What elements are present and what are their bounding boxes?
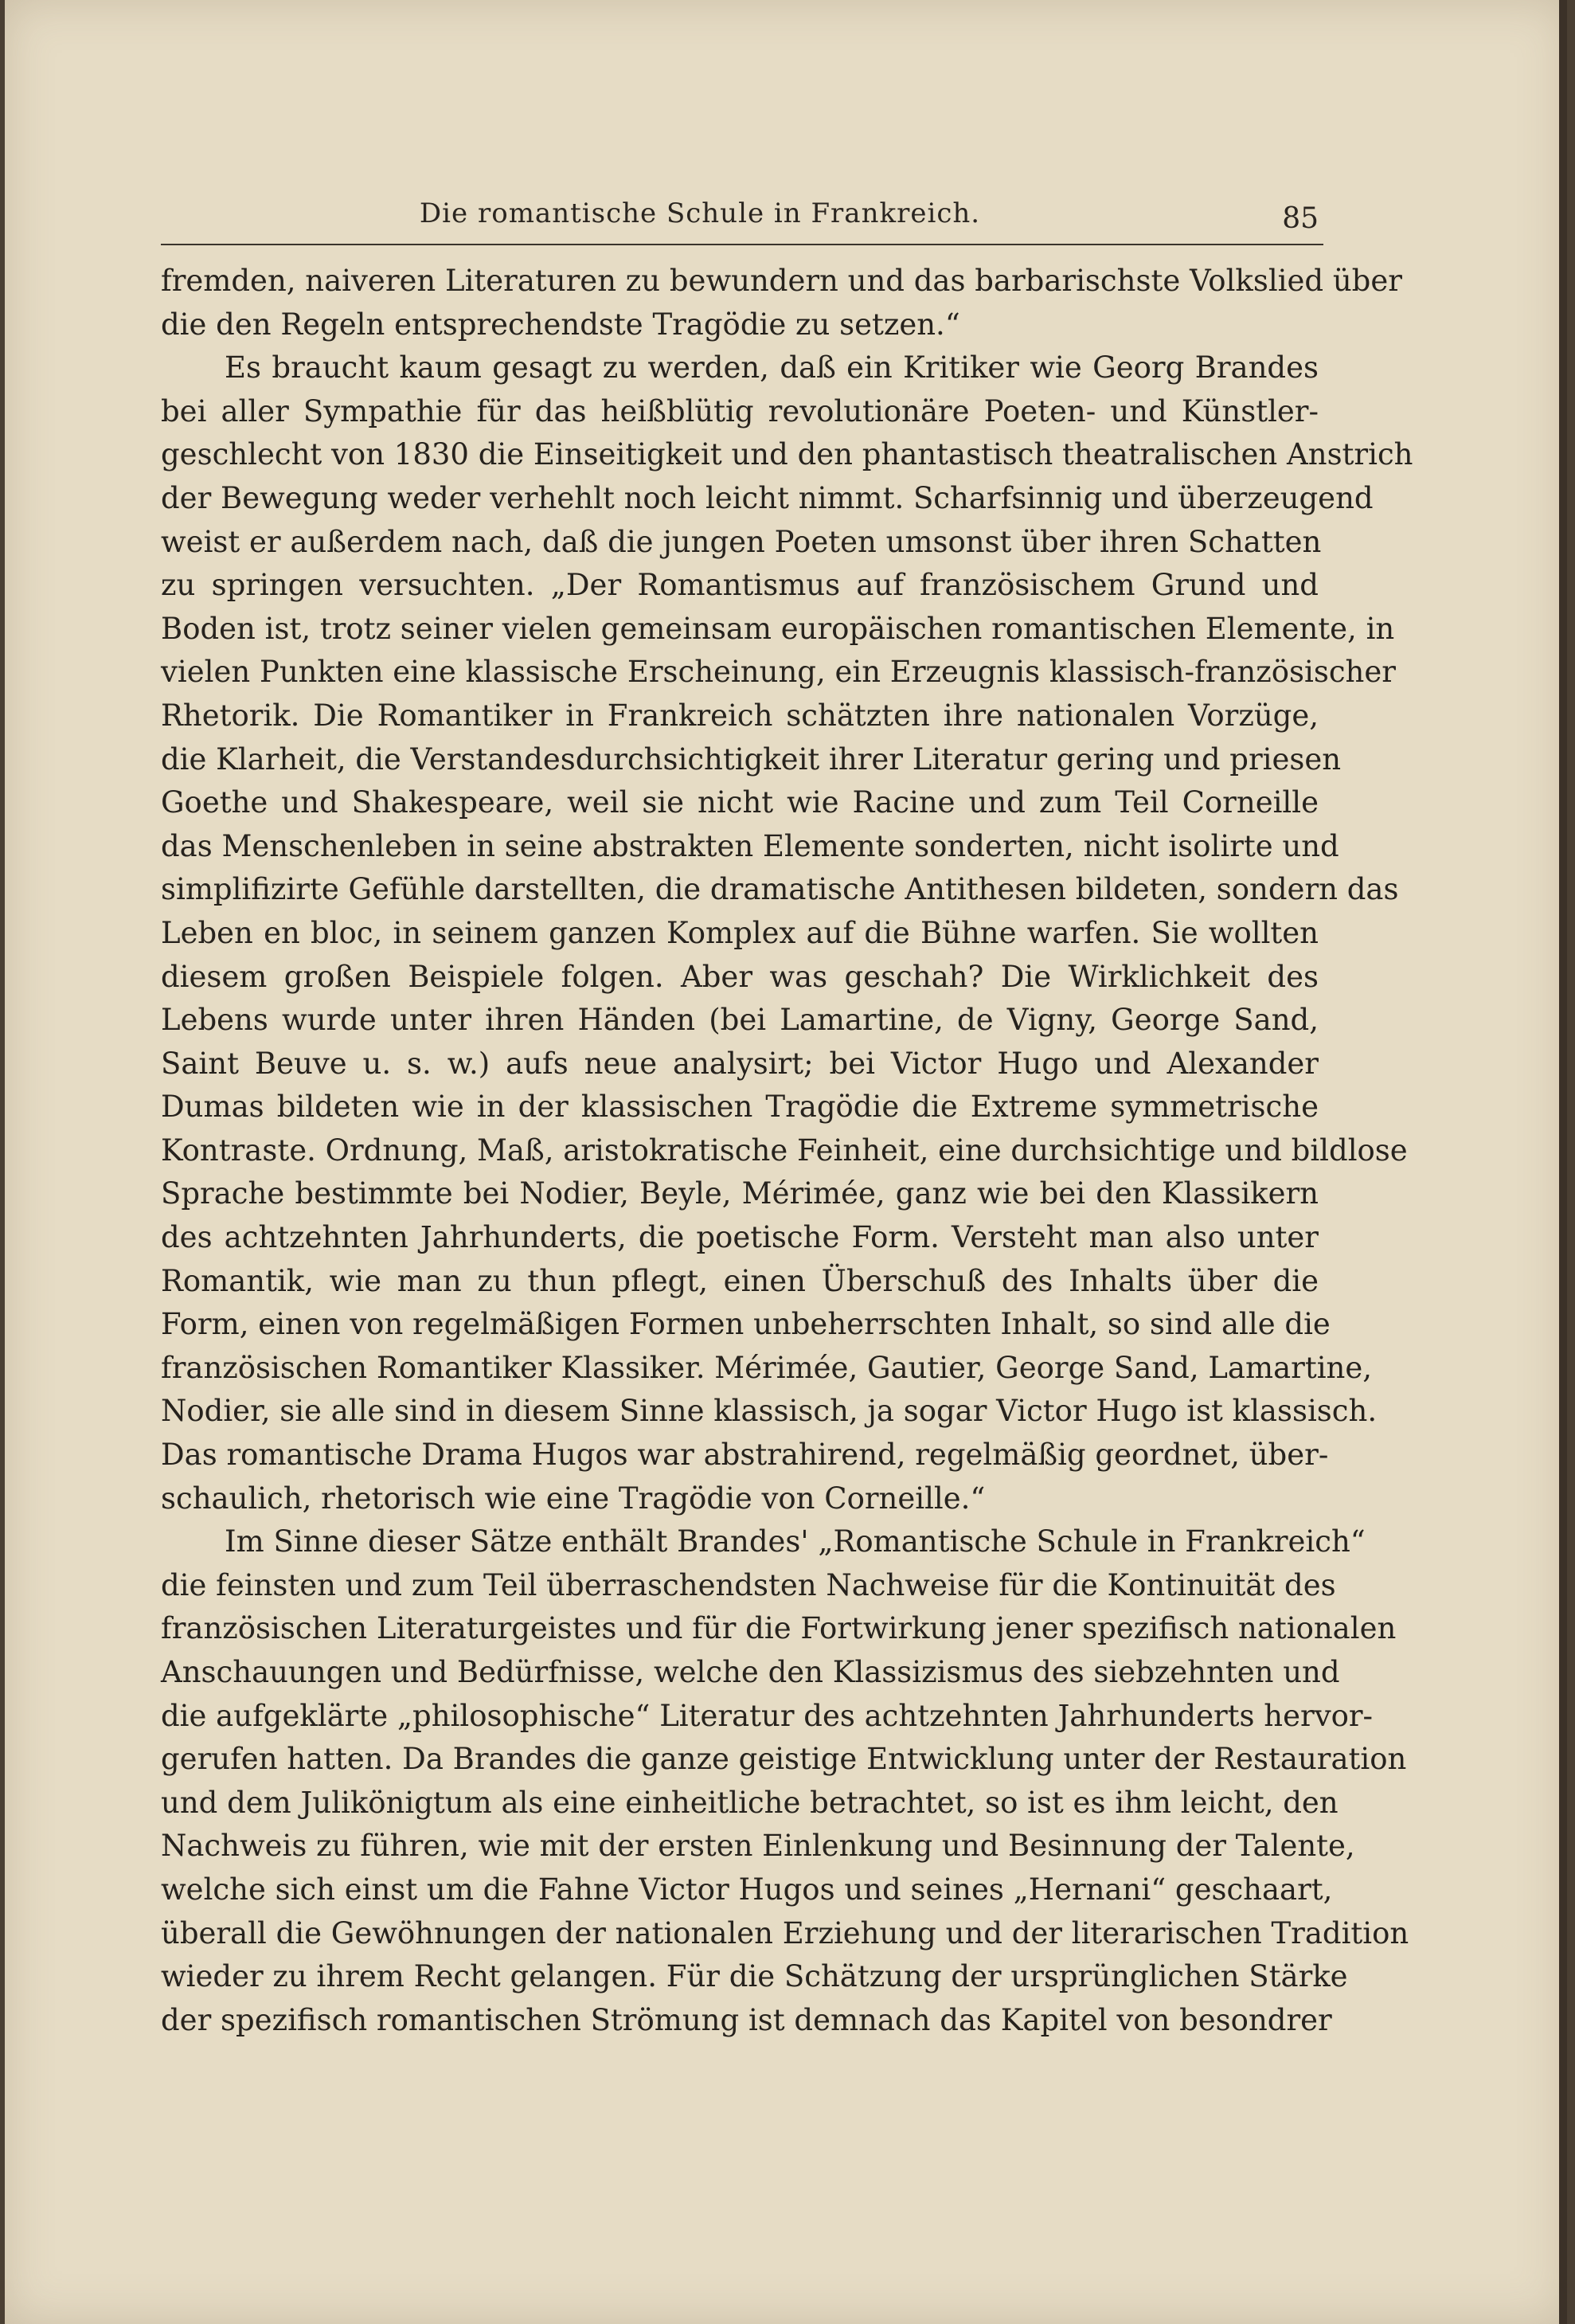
text-line: Romantik, wie man zu thun pflegt, einen Überschuß des Inhalts über die — [161, 1263, 1319, 1298]
text-line: vielen Punkten eine klassische Erscheinung, ein Erzeugnis klassisch-französischer — [161, 655, 1396, 690]
text-line: Form, einen von regelmäßigen Formen unbeherrschten Inhalt, so sind alle die — [161, 1307, 1331, 1342]
text-line: Kontraste. Ordnung, Maß, aristokratische Feinheit, eine durchsichtige und bildlose — [161, 1133, 1408, 1168]
text-line: Leben en bloc, in seinem ganzen Komplex auf die Bühne warfen. Sie wollten — [161, 915, 1319, 950]
text-line: Nodier, sie alle sind in diesem Sinne klassisch, ja sogar Victor Hugo ist klassisch. — [161, 1394, 1378, 1429]
text-line: fremden, naiveren Literaturen zu bewundern und das barbarischste Volkslied über — [161, 264, 1402, 298]
text-line: der spezifisch romantischen Strömung ist demnach das Kapitel von besondrer — [161, 2002, 1332, 2037]
text-line: die feinsten und zum Teil überraschendsten Nachweise für die Kontinuität des — [161, 1567, 1336, 1602]
page-number: 85 — [1282, 202, 1319, 235]
body-text — [161, 260, 1413, 2042]
text-line: Rhetorik. Die Romantiker in Frankreich schätzten ihre nationalen Vorzüge, — [161, 698, 1319, 733]
text-line: gerufen hatten. Da Brandes die ganze geistige Entwicklung unter der Restauration — [161, 1742, 1407, 1777]
page-header — [161, 198, 1319, 245]
text-line: die den Regeln entsprechendste Tragödie zu setzen.“ — [161, 307, 960, 342]
text-line: und dem Julikönigtum als eine einheitliche betrachtet, so ist es ihm leicht, den — [161, 1785, 1339, 1820]
text-line: Lebens wurde unter ihren Händen (bei Lamartine, de Vigny, George Sand, — [161, 1003, 1319, 1038]
text-line: französischen Romantiker Klassiker. Mérimée, Gautier, George Sand, Lamartine, — [161, 1350, 1373, 1385]
text-line: Es braucht kaum gesagt zu werden, daß ein Kritiker wie Georg Brandes — [225, 350, 1319, 385]
text-line: wieder zu ihrem Recht gelangen. Für die Schätzung der ursprünglichen Stärke — [161, 1959, 1348, 1994]
text-line: schaulich, rhetorisch wie eine Tragödie von Corneille.“ — [161, 1481, 986, 1516]
text-line: welche sich einst um die Fahne Victor Hugos und seines „Hernani“ geschaart, — [161, 1872, 1333, 1907]
book-page — [5, 0, 1567, 2324]
header-rule — [161, 244, 1323, 245]
text-line: Saint Beuve u. s. w.) aufs neue analysirt; bei Victor Hugo und Alexander — [161, 1046, 1319, 1081]
text-line: Goethe und Shakespeare, weil sie nicht wie Racine und zum Teil Corneille — [161, 785, 1319, 820]
text-line: Anschauungen und Bedürfnisse, welche den Klassizismus des siebzehnten und — [161, 1655, 1340, 1689]
text-line: weist er außerdem nach, daß die jungen Poeten umsonst über ihren Schatten — [161, 524, 1322, 559]
text-line: Boden ist, trotz seiner vielen gemeinsam europäischen romantischen Elemente, in — [161, 611, 1395, 646]
text-line: diesem großen Beispiele folgen. Aber was geschah? Die Wirklichkeit des — [161, 959, 1319, 994]
text-line: französischen Literaturgeistes und für die Fortwirkung jener spezifisch nationalen — [161, 1611, 1397, 1646]
text-line: simplifizirte Gefühle darstellten, die dramatische Antithesen bildeten, sondern das — [161, 872, 1399, 907]
running-head: Die romantische Schule in Frankreich. — [419, 198, 981, 229]
text-line: die Klarheit, die Verstandesdurchsichtigkeit ihrer Literatur gering und priesen — [161, 741, 1342, 777]
text-line: bei aller Sympathie für das heißblütig revolutionäre Poeten- und Künstler- — [161, 393, 1319, 428]
text-line: Das romantische Drama Hugos war abstrahirend, regelmäßig geordnet, über- — [161, 1438, 1329, 1473]
text-line: Im Sinne dieser Sätze enthält Brandes' „Romantische Schule in Frankreich“ — [225, 1524, 1366, 1559]
text-line: das Menschenleben in seine abstrakten Elemente sonderten, nicht isolirte und — [161, 828, 1339, 863]
text-line: Nachweis zu führen, wie mit der ersten Einlenkung und Besinnung der Talente, — [161, 1829, 1355, 1864]
text-line: die aufgeklärte „philosophische“ Literatur des achtzehnten Jahrhunderts hervor- — [161, 1698, 1374, 1733]
text-line: überall die Gewöhnungen der nationalen Erziehung und der literarischen Tradition — [161, 1915, 1409, 1950]
page-edge — [1559, 0, 1567, 2324]
text-line: Dumas bildeten wie in der klassischen Tragödie die Extreme symmetrische — [161, 1090, 1319, 1125]
text-line: zu springen versuchten. „Der Romantismus auf französischem Grund und — [161, 568, 1319, 603]
text-line: Sprache bestimmte bei Nodier, Beyle, Mérimée, ganz wie bei den Klassikern — [161, 1176, 1319, 1211]
text-line: des achtzehnten Jahrhunderts, die poetische Form. Versteht man also unter — [161, 1220, 1319, 1255]
text-line: der Bewegung weder verhehlt noch leicht nimmt. Scharfsinnig und überzeugend — [161, 480, 1374, 515]
text-line: geschlecht von 1830 die Einseitigkeit und den phantastisch theatralischen Anstrich — [161, 437, 1413, 472]
